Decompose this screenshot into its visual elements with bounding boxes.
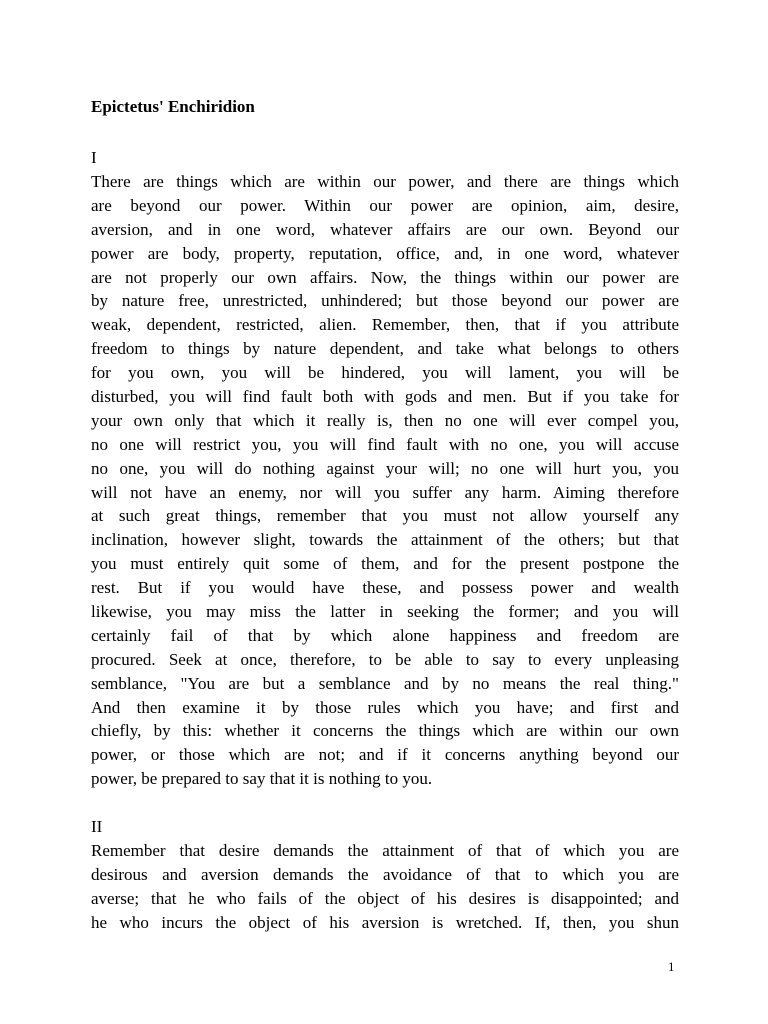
text-line: at such great things, remember that you must not allow yourself any xyxy=(91,506,679,526)
text-line: inclination, however slight, towards the attainment of the others; but that xyxy=(91,530,679,550)
text-line: by nature free, unrestricted, unhindered; but those beyond our power are xyxy=(91,291,679,311)
section-number: I xyxy=(91,148,97,167)
document-title: Epictetus' Enchiridion xyxy=(91,97,255,116)
text-line: certainly fail of that by which alone happiness and freedom are xyxy=(91,625,679,645)
text-line: rest. But if you would have these, and possess power and wealth xyxy=(91,578,679,598)
text-line: There are things which are within our power, and there are things which xyxy=(91,172,679,191)
section-2-text xyxy=(91,839,679,935)
text-line: for you own, you will be hindered, you will lament, you will be xyxy=(91,363,679,383)
text-line: power, or those which are not; and if it concerns anything beyond our xyxy=(91,745,679,765)
text-line: procured. Seek at once, therefore, to be able to say to every unpleasing xyxy=(91,649,679,669)
text-line: semblance, "You are but a semblance and by no means the real thing." xyxy=(91,673,679,693)
text-line: desirous and aversion demands the avoidance of that to which you are xyxy=(91,865,679,885)
text-line: power are body, property, reputation, office, and, in one word, whatever xyxy=(91,243,679,263)
text-line: likewise, you may miss the latter in seeking the former; and you will xyxy=(91,602,679,622)
text-line: chiefly, by this: whether it concerns the things which are within our own xyxy=(91,721,679,741)
section-1-text xyxy=(91,170,679,791)
text-line: he who incurs the object of his aversion is wretched. If, then, you shun xyxy=(91,912,679,932)
text-line: freedom to things by nature dependent, and take what belongs to others xyxy=(91,339,679,359)
text-line: are not properly our own affairs. Now, the things within our power are xyxy=(91,267,679,287)
text-line: weak, dependent, restricted, alien. Remember, then, that if you attribute xyxy=(91,315,679,335)
section-gap xyxy=(91,791,679,815)
text-line: disturbed, you will find fault both with gods and men. But if you take for xyxy=(91,387,679,407)
section-number: II xyxy=(91,817,103,837)
document-page xyxy=(91,96,679,935)
text-line: power, be prepared to say that it is nothing to you. xyxy=(91,769,433,789)
text-line: no one will restrict you, you will find fault with no one, you will accuse xyxy=(91,434,679,454)
text-line: your own only that which it really is, then no one will ever compel you, xyxy=(91,410,679,430)
section-2 xyxy=(91,815,679,935)
page-number: 1 xyxy=(668,959,675,974)
text-line: you must entirely quit some of them, and for the present postpone the xyxy=(91,554,679,574)
text-line: And then examine it by those rules which you have; and first and xyxy=(91,697,679,717)
text-line: aversion, and in one word, whatever affairs are our own. Beyond our xyxy=(91,219,679,239)
text-line: Remember that desire demands the attainment of that of which you are xyxy=(91,841,679,861)
text-line: are beyond our power. Within our power are opinion, aim, desire, xyxy=(91,195,679,215)
text-line: averse; that he who fails of the object of his desires is disappointed; and xyxy=(91,888,679,908)
text-line: will not have an enemy, nor will you suffer any harm. Aiming therefore xyxy=(91,482,679,502)
text-line: no one, you will do nothing against your will; no one will hurt you, you xyxy=(91,458,679,478)
section-1 xyxy=(91,146,679,791)
